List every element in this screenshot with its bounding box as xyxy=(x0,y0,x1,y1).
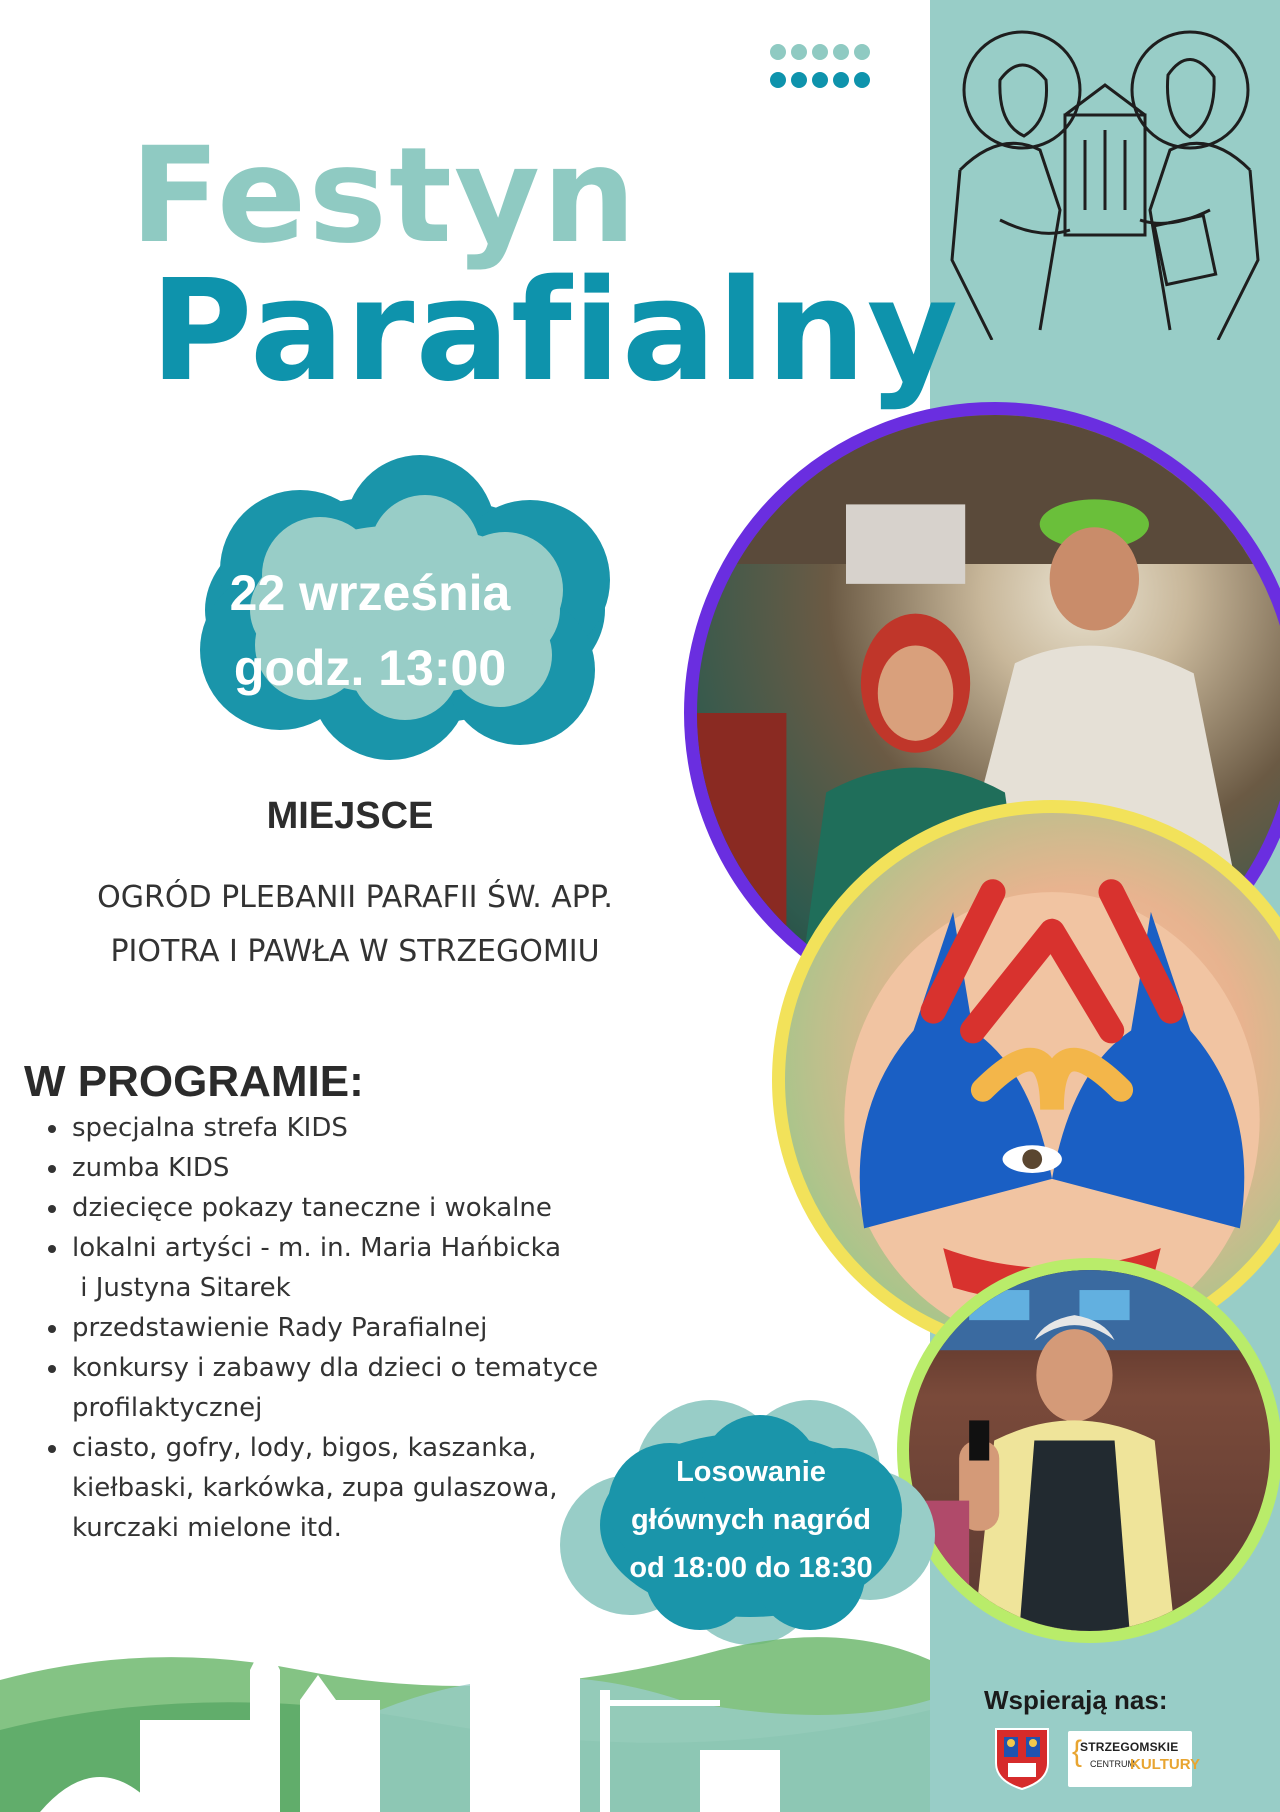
program-item xyxy=(42,1108,642,1148)
program-item-line: kiełbaski, karkówka, zupa gulaszowa, xyxy=(72,1473,558,1503)
title-parafialny: Parafialny xyxy=(150,250,960,413)
program-item-line: i Justyna Sitarek xyxy=(72,1273,291,1303)
man-grilling-photo-icon xyxy=(909,1270,1270,1631)
program-item-line: lokalni artyści - m. in. Maria Hańbicka xyxy=(72,1233,562,1263)
program-item xyxy=(42,1348,642,1428)
program-item xyxy=(42,1228,642,1308)
program-item-line: dziecięce pokazy taneczne i wokalne xyxy=(72,1193,552,1223)
program-item-line: profilaktycznej xyxy=(72,1393,263,1423)
city-skyline-icon xyxy=(0,1560,930,1812)
lottery-line-3: od 18:00 do 18:30 xyxy=(629,1552,873,1584)
logo-main-text: STRZEGOMSKIE xyxy=(1080,1740,1179,1754)
program-item-line: specjalna strefa KIDS xyxy=(72,1113,348,1143)
event-time: godz. 13:00 xyxy=(233,640,507,696)
venue-label: MIEJSCE xyxy=(266,795,434,837)
logo-sub2-text: KULTURY xyxy=(1130,1756,1200,1773)
program-item-line: konkursy i zabawy dla dzieci o tematyce xyxy=(72,1353,599,1383)
program-item xyxy=(42,1428,642,1548)
sponsors-label: Wspierają nas: xyxy=(984,1685,1168,1715)
program-item xyxy=(42,1148,642,1188)
program-item-line: ciasto, gofry, lody, bigos, kaszanka, xyxy=(72,1433,537,1463)
title-festyn: Festyn xyxy=(130,119,639,273)
logo-sub-text: CENTRUM xyxy=(1090,1759,1135,1769)
lottery-line-2: głównych nagród xyxy=(630,1504,872,1536)
program-item-line: przedstawienie Rady Parafialnej xyxy=(72,1313,488,1343)
program-item-line: kurczaki mielone itd. xyxy=(72,1513,342,1543)
program-item xyxy=(42,1188,642,1228)
program-item-line: zumba KIDS xyxy=(72,1153,230,1183)
lottery-line-1: Losowanie xyxy=(676,1456,826,1488)
program-heading: W PROGRAMIE: xyxy=(24,1057,364,1106)
decorative-dots xyxy=(770,44,900,100)
saints-illustration-icon xyxy=(940,20,1270,340)
venue-line-2: PIOTRA I PAWŁA W STRZEGOMIU xyxy=(110,934,600,969)
photo-man-grilling xyxy=(897,1258,1280,1643)
program-item xyxy=(42,1308,642,1348)
program-list xyxy=(42,1108,642,1548)
venue-line-1: OGRÓD PLEBANII PARAFII ŚW. APP. xyxy=(97,880,613,915)
event-date: 22 września xyxy=(229,565,511,621)
strzegom-culture-center-logo xyxy=(1068,1731,1200,1787)
logo-bracket-icon: { xyxy=(1072,1735,1083,1768)
strzegom-crest-icon xyxy=(994,1727,1050,1791)
